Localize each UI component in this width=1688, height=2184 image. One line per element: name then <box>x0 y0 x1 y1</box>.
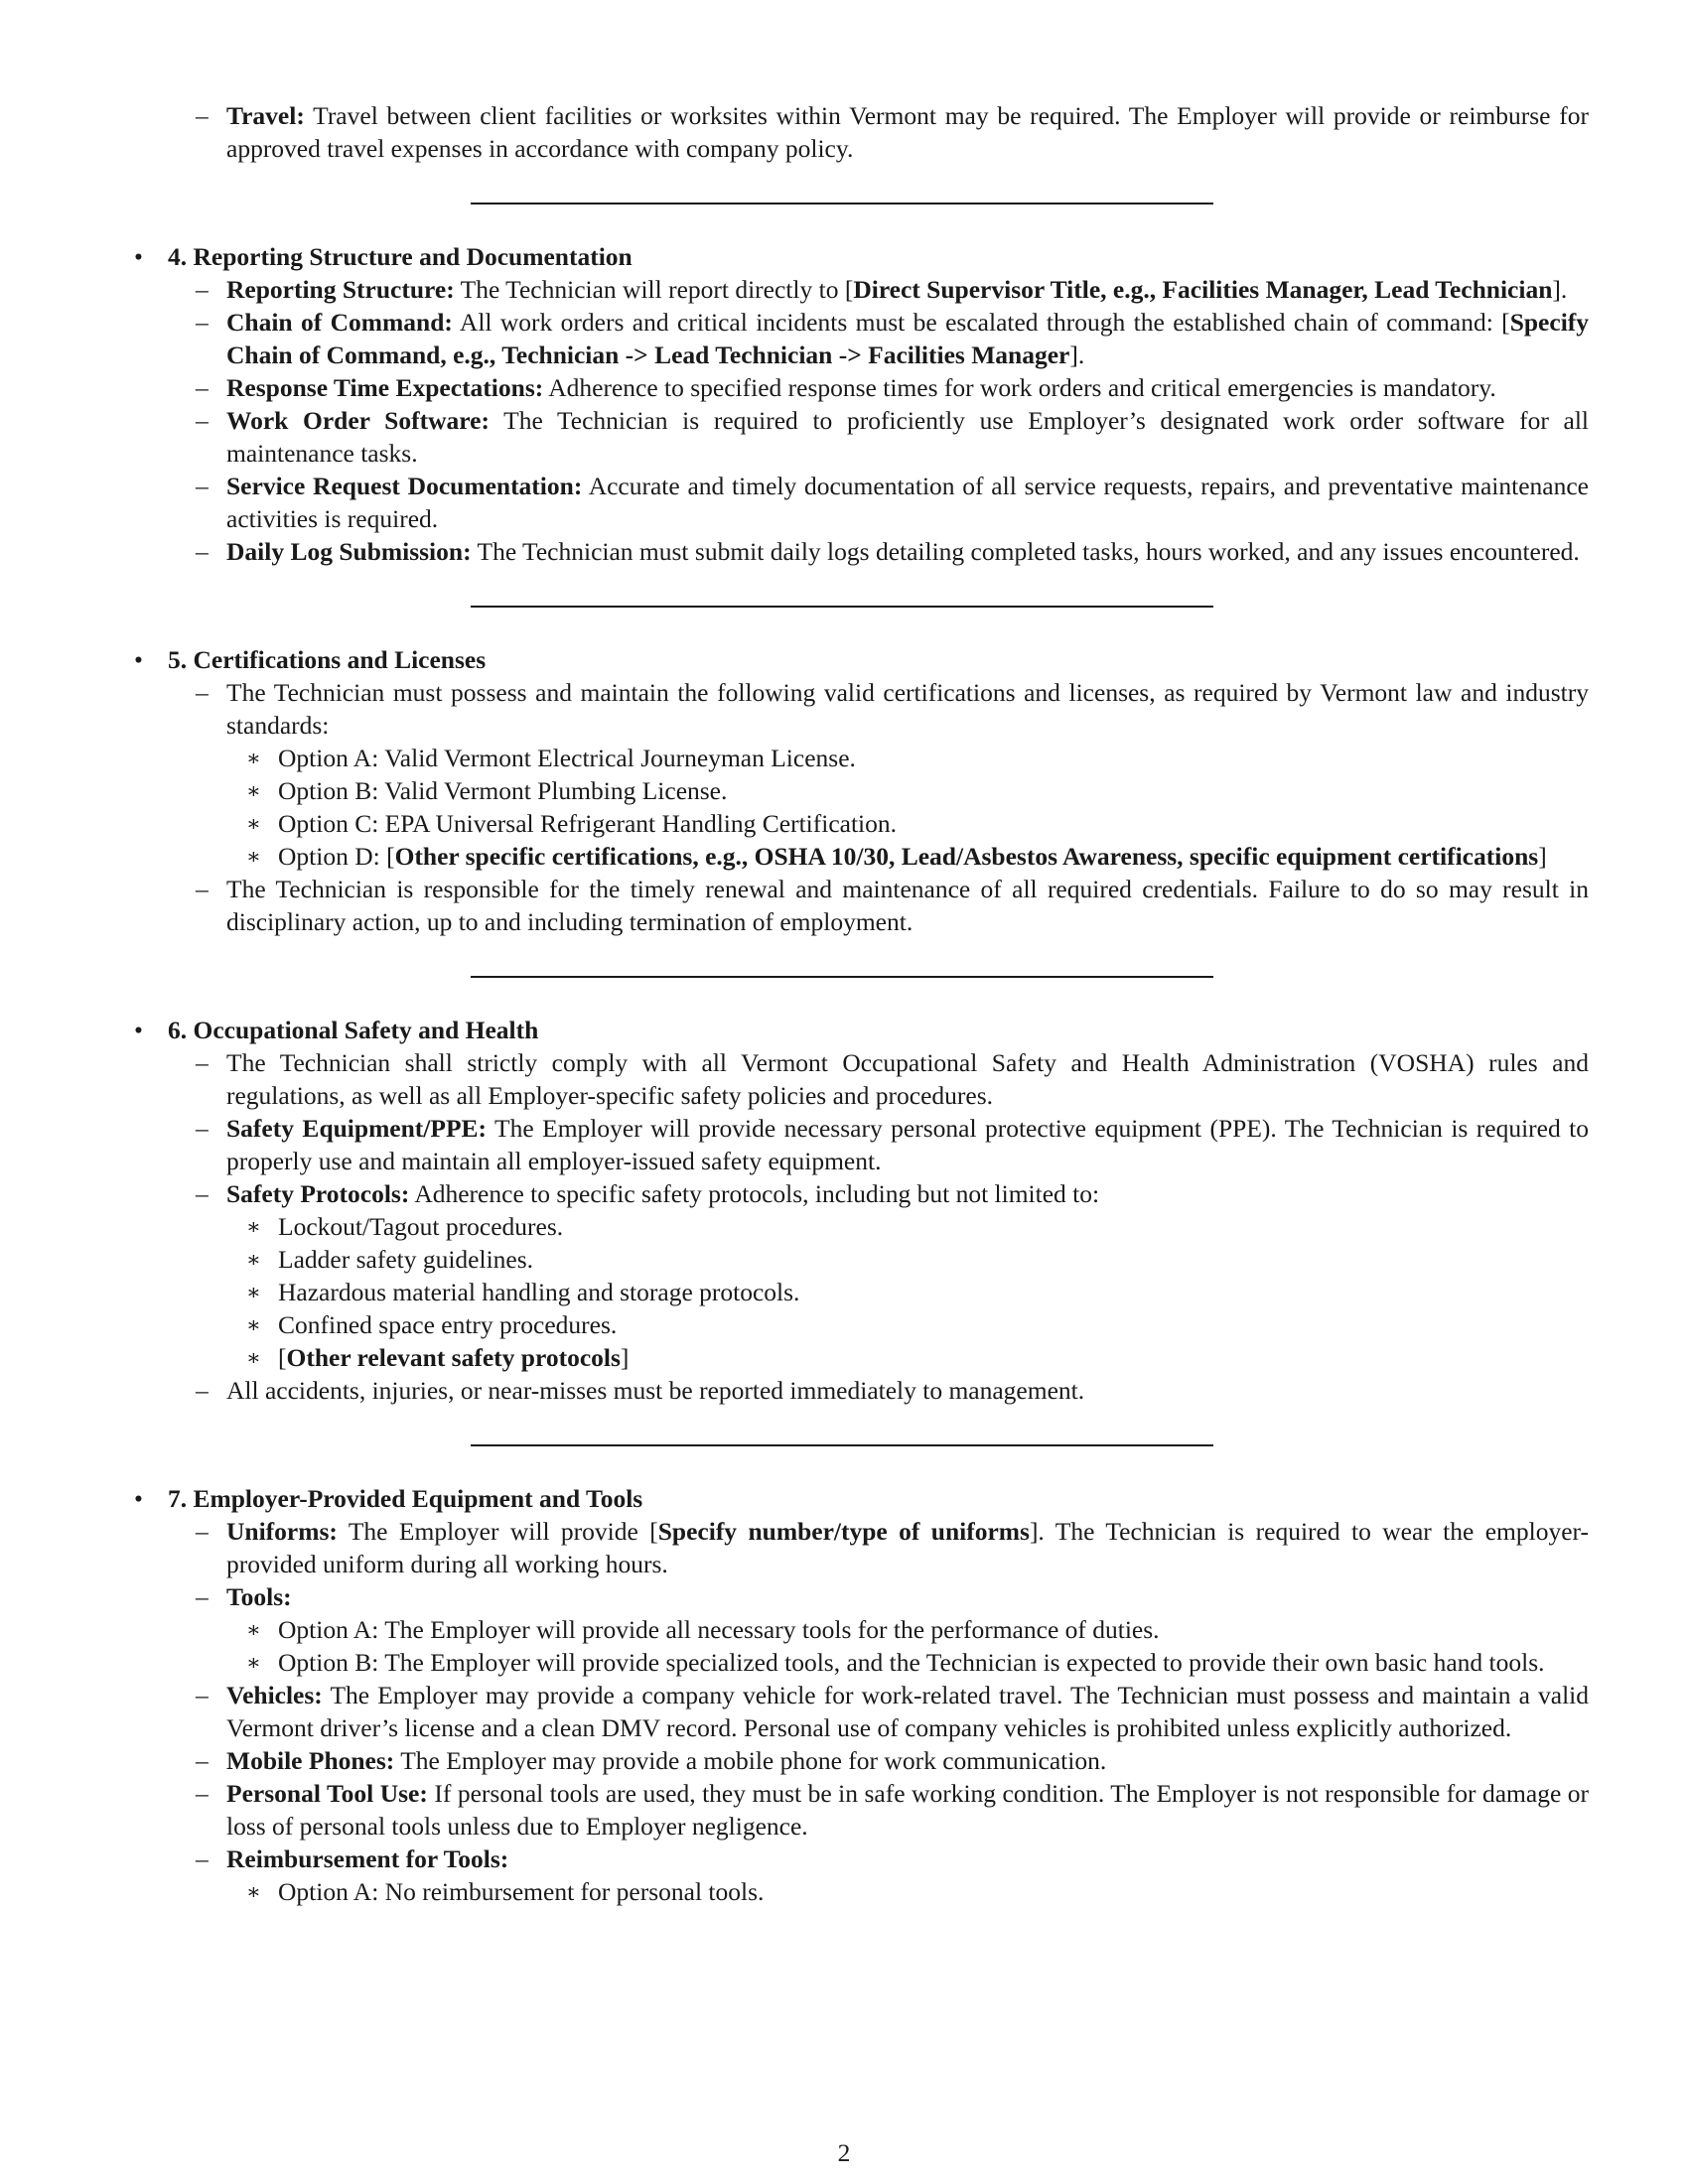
section-heading: 5. Certifications and Licenses <box>168 645 487 674</box>
list-item: – Vehicles: The Employer may provide a company vehicle for work-related travel. The Technician must possess and maintain a valid Vermont driver’s license and a clean DMV record. Personal use of company vehicles is prohibited unless explicitly authorized. <box>196 1681 1590 1742</box>
placeholder-text: Other specific certifications, e.g., OSHA 10/30, Lead/Asbestos Awareness, specific equipment certifications <box>394 842 1539 871</box>
item-label: Work Order Software: <box>226 406 490 435</box>
travel-item: – Travel: Travel between client facilities or worksites within Vermont may be required. The Employer will provide or reimburse for approved travel expenses in accordance with company policy. <box>196 101 1589 163</box>
list-item: – Uniforms: The Employer will provide [Specify number/type of uniforms]. The Technician is required to wear the employer-provided uniform during all working hours. <box>196 1517 1589 1578</box>
item-label: Uniforms: <box>226 1517 338 1546</box>
placeholder-text: Direct Supervisor Title, e.g., Facilities Manager, Lead Technician <box>853 275 1553 304</box>
section-divider <box>471 976 1213 978</box>
list-item: – The Technician must possess and maintain the following valid certifications and licenses, as required by Vermont law and industry standards: <box>196 678 1589 740</box>
sub-list-item: ∗ Option B: The Employer will provide specialized tools, and the Technician is expected to provide their own basic hand tools. <box>246 1648 1545 1677</box>
section-6: • 6. Occupational Safety and Health <box>134 1014 1589 1046</box>
list-item: – Work Order Software: The Technician is required to proficiently use Employer’s designated work order software for all maintenance tasks. <box>196 406 1590 468</box>
list-item: – Daily Log Submission: The Technician must submit daily logs detailing completed tasks, hours worked, and any issues encountered. <box>196 537 1580 566</box>
section-7: • 7. Employer-Provided Equipment and Tools <box>134 1482 1589 1515</box>
item-label: Safety Equipment/PPE: <box>226 1114 488 1143</box>
item-label: Response Time Expectations: <box>226 373 544 402</box>
list-item: – Tools: <box>196 1582 292 1611</box>
list-item: – Personal Tool Use: If personal tools are used, they must be in safe working condition. The Employer is not responsible for damage or loss of personal tools unless due to Employer negligence. <box>196 1779 1590 1841</box>
placeholder-text: Specify number/type of uniforms <box>657 1517 1030 1546</box>
section-heading: 7. Employer-Provided Equipment and Tools <box>168 1484 643 1513</box>
placeholder-text: Specify Chain of Command, e.g., Technician -> Lead Technician -> Facilities Manager <box>226 308 1590 369</box>
item-label: Safety Protocols: <box>226 1179 410 1208</box>
item-label: Vehicles: <box>226 1681 323 1709</box>
item-label: Personal Tool Use: <box>226 1779 428 1808</box>
sub-list-item: ∗ Option A: No reimbursement for personal tools. <box>246 1877 765 1906</box>
item-label: Reimbursement for Tools: <box>226 1844 509 1873</box>
sub-list-item: ∗ Hazardous material handling and storage protocols. <box>246 1278 800 1306</box>
list-item: – Reimbursement for Tools: <box>196 1844 509 1873</box>
sub-list-item: ∗ Option A: The Employer will provide all necessary tools for the performance of duties. <box>246 1615 1160 1644</box>
sub-list-item: ∗ Option A: Valid Vermont Electrical Journeyman License. <box>246 744 856 772</box>
sub-list-item: ∗ Confined space entry procedures. <box>246 1310 618 1339</box>
item-label: Reporting Structure: <box>226 275 455 304</box>
section-5: • 5. Certifications and Licenses <box>134 643 1589 676</box>
section-heading: 6. Occupational Safety and Health <box>168 1016 539 1044</box>
sub-list-item: ∗ Ladder safety guidelines. <box>246 1245 534 1274</box>
page-number: 2 <box>837 2138 851 2167</box>
section-4: • 4. Reporting Structure and Documentation <box>134 240 1589 273</box>
item-label: Chain of Command: <box>226 308 453 337</box>
list-item: – Response Time Expectations: Adherence to specified response times for work orders and critical emergencies is mandatory. <box>196 373 1496 402</box>
item-label: Daily Log Submission: <box>226 537 472 566</box>
placeholder-text: Other relevant safety protocols <box>286 1343 621 1372</box>
sub-list-item: ∗ [Other relevant safety protocols] <box>246 1343 630 1372</box>
list-item: – Safety Protocols: Adherence to specific safety protocols, including but not limited to: <box>196 1179 1100 1208</box>
list-item: – Chain of Command: All work orders and critical incidents must be escalated through the established chain of command: [Specify Chain of Command, e.g., Technician -> Lead Technician -> Facilities Manager]. <box>196 308 1590 369</box>
item-label: Travel: <box>226 101 305 130</box>
section-divider <box>471 1444 1213 1446</box>
list-item: – Service Request Documentation: Accurate and timely documentation of all service requests, repairs, and preventative maintenance activities is required. <box>196 472 1589 533</box>
list-item: – Safety Equipment/PPE: The Employer will provide necessary personal protective equipment (PPE). The Technician is required to properly use and maintain all employer-issued safety equipment. <box>196 1114 1590 1175</box>
section-heading: 4. Reporting Structure and Documentation <box>168 242 633 271</box>
sub-list-item: ∗ Option C: EPA Universal Refrigerant Handling Certification. <box>246 809 897 838</box>
sub-list-item: ∗ Option D: [Other specific certifications, e.g., OSHA 10/30, Lead/Asbestos Awareness, specific equipment certifications] <box>246 842 1547 871</box>
item-label: Tools: <box>226 1582 292 1611</box>
list-item: – Mobile Phones: The Employer may provide a mobile phone for work communication. <box>196 1746 1107 1775</box>
section-divider <box>471 203 1213 205</box>
list-item: – Reporting Structure: The Technician will report directly to [Direct Supervisor Title, e.g., Facilities Manager, Lead Technician]. <box>196 275 1568 304</box>
sub-list-item: ∗ Lockout/Tagout procedures. <box>246 1212 564 1241</box>
document-body <box>134 99 1589 1908</box>
item-label: Mobile Phones: <box>226 1746 395 1775</box>
item-label: Service Request Documentation: <box>226 472 583 500</box>
list-item: – The Technician shall strictly comply with all Vermont Occupational Safety and Health Administration (VOSHA) rules and regulations, as well as all Employer-specific safety policies and procedures. <box>196 1048 1589 1110</box>
item-text: Travel between client facilities or worksites within Vermont may be required. The Employer will provide or reimburse for approved travel expenses in accordance with company policy. <box>226 101 1589 163</box>
section-divider <box>471 606 1213 608</box>
list-item: – The Technician is responsible for the timely renewal and maintenance of all required credentials. Failure to do so may result in disciplinary action, up to and including termination of employment. <box>196 875 1589 936</box>
list-item: – All accidents, injuries, or near-misses must be reported immediately to management. <box>196 1376 1085 1405</box>
sub-list-item: ∗ Option B: Valid Vermont Plumbing License. <box>246 776 728 805</box>
